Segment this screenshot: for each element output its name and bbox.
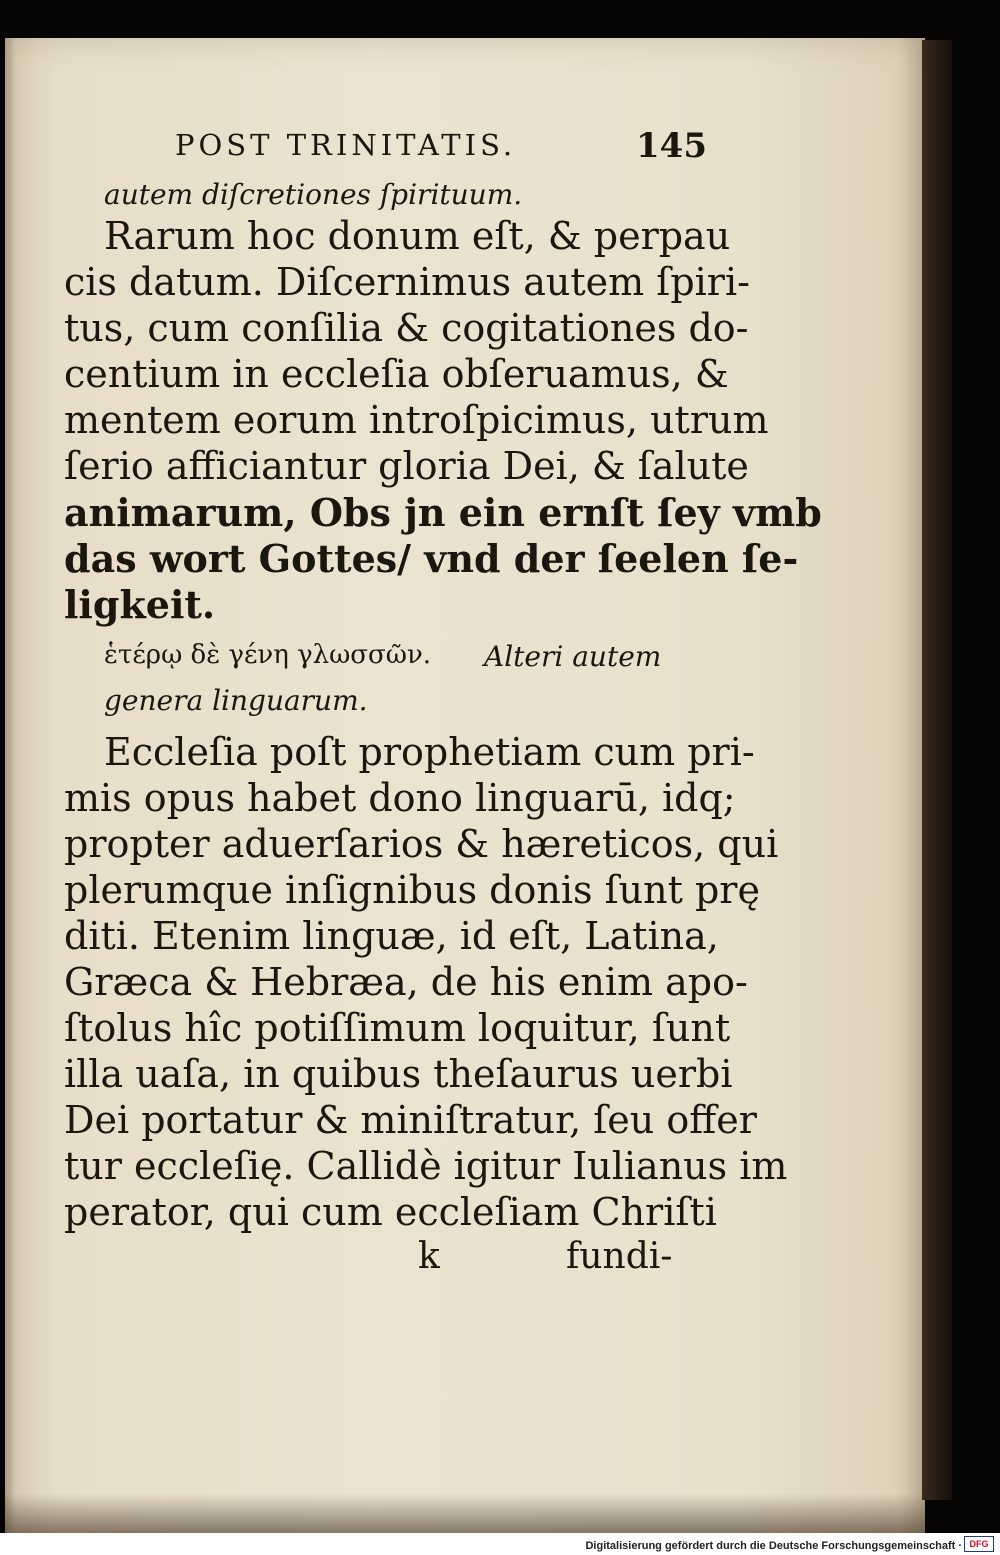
catchword: fundi- [566, 1236, 673, 1277]
text-line-16: propter aduerſarios & hæreticos, qui [64, 822, 779, 866]
book-edge [922, 40, 952, 1500]
text-line-6: mentem eorum introſpicimus, utrum [64, 398, 769, 442]
latin-heading: Alteri autem [484, 640, 662, 673]
text-line-20: ſtolus hîc potiſſimum loquitur, ſunt [64, 1006, 731, 1050]
text-line-17: plerumque inſignibus donis ſunt prę [64, 868, 760, 912]
text-line-3: cis datum. Diſcernimus autem ſpiri- [64, 260, 750, 304]
running-title: POST TRINITATIS. [175, 128, 517, 162]
text-line-9: das wort Gottes/ vnd der ſeelen ſe- [64, 536, 799, 581]
greek-heading: ἑτέρῳ δὲ γένη γλωσσῶν. [104, 640, 432, 670]
text-line-2: Rarum hoc donum eſt, & perpau [104, 214, 731, 258]
text-line-23: tur eccleſię. Callidè igitur Iulianus im [64, 1144, 788, 1188]
funding-credit: Digitalisierung gefördert durch die Deutsche Forschungsgemeinschaft · [585, 1540, 962, 1552]
text-line-19: Græca & Hebræa, de his enim apo- [64, 960, 748, 1004]
page-gutter-shadow [5, 38, 15, 1533]
latin-heading-cont: genera linguarum. [104, 684, 368, 717]
text-line-1: autem diſcretiones ſpirituum. [104, 178, 523, 211]
dfg-logo: DFG [964, 1536, 994, 1552]
signature-mark: k [418, 1236, 440, 1277]
text-line-8: animarum, Obs jn ein ernſt ſey vmb [64, 490, 822, 535]
text-line-10: ligkeit. [64, 582, 216, 627]
text-line-7: ſerio afficiantur gloria Dei, & ſalute [64, 444, 749, 488]
text-line-14: Eccleſia poſt prophetiam cum pri- [104, 730, 755, 774]
page-bottom-shadow [5, 1493, 925, 1533]
text-line-22: Dei portatur & miniſtratur, ſeu offer [64, 1098, 757, 1142]
text-line-21: illa uaſa, in quibus theſaurus uerbi [64, 1052, 733, 1096]
text-line-5: centium in eccleſia obſeruamus, & [64, 352, 729, 396]
page-number: 145 [636, 126, 707, 166]
text-line-15: mis opus habet dono linguarū, idq; [64, 776, 736, 820]
text-line-18: diti. Etenim linguæ, id eſt, Latina, [64, 914, 719, 958]
text-line-4: tus, cum conſilia & cogitationes do- [64, 306, 749, 350]
text-line-24: perator, qui cum eccleſiam Chriſti [64, 1190, 717, 1234]
